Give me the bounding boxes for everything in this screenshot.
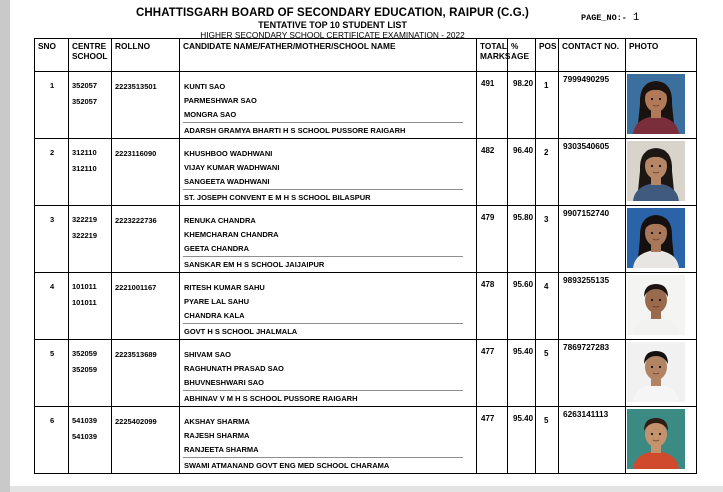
- father-name: PYARE LAL SAHU: [184, 297, 250, 306]
- centre-code: 541039: [72, 416, 98, 425]
- serial-number: 4: [50, 282, 55, 291]
- student-photo-female: [627, 208, 685, 268]
- cell-pos: [536, 340, 559, 407]
- board-title: CHHATTISGARH BOARD OF SECONDARY EDUCATION, RAIPUR (C.G.): [136, 7, 529, 19]
- cell-photo: [626, 206, 697, 273]
- cell-total: [477, 72, 508, 139]
- cell-centre: [69, 273, 112, 340]
- portrait-svg: [627, 342, 685, 402]
- total-marks: 482: [481, 146, 495, 155]
- cell-percent: [508, 72, 536, 139]
- school-divider: [183, 122, 463, 123]
- cell-photo: [626, 407, 697, 474]
- mother-name: BHUVNESHWARI SAO: [184, 378, 265, 387]
- portrait-svg: [627, 141, 685, 201]
- roll-number: 2223116090: [115, 149, 157, 158]
- serial-number: 2: [50, 148, 55, 157]
- col-centre-school: CENTRE SCHOOL: [69, 39, 112, 72]
- table-row: [35, 340, 697, 407]
- school-name: ST. JOSEPH CONVENT E M H S SCHOOL BILASPUR: [184, 193, 371, 202]
- total-marks: 479: [481, 213, 495, 222]
- cell-rollno: [112, 206, 180, 273]
- portrait-svg: [627, 74, 685, 134]
- cell-sno: [35, 72, 69, 139]
- total-marks: 477: [481, 347, 495, 356]
- cell-contact: [559, 340, 626, 407]
- serial-number: 3: [50, 215, 55, 224]
- cell-candidate: [180, 340, 477, 407]
- cell-percent: [508, 340, 536, 407]
- percentage: 95.40: [513, 347, 534, 356]
- percentage: 95.80: [513, 213, 534, 222]
- total-marks: 478: [481, 280, 495, 289]
- candidate-name: RITESH KUMAR SAHU: [184, 283, 265, 292]
- position: 5: [544, 416, 549, 425]
- school-name: GOVT H S SCHOOL JHALMALA: [184, 327, 298, 336]
- cell-rollno: [112, 340, 180, 407]
- mother-name: MONGRA SAO: [184, 110, 237, 119]
- cell-photo: [626, 273, 697, 340]
- contact-number: 9907152740: [563, 208, 610, 218]
- cell-percent: [508, 407, 536, 474]
- cell-total: [477, 139, 508, 206]
- school-name: SWAMI ATMANAND GOVT ENG MED SCHOOL CHARAMA: [184, 461, 390, 470]
- cell-rollno: [112, 273, 180, 340]
- cell-pos: [536, 139, 559, 206]
- cell-total: [477, 340, 508, 407]
- mother-name: RANJEETA SHARMA: [184, 445, 259, 454]
- school-divider: [183, 189, 463, 190]
- col-candidate: CANDIDATE NAME/FATHER/MOTHER/SCHOOL NAME: [180, 39, 477, 72]
- cell-centre: [69, 206, 112, 273]
- school-name: ADARSH GRAMYA BHARTI H S SCHOOL PUSSORE RAIGARH: [184, 126, 406, 135]
- table-row: [35, 72, 697, 139]
- col-photo: PHOTO: [626, 39, 697, 72]
- col-total-marks: TOTAL MARKS: [477, 39, 508, 72]
- table-row: [35, 139, 697, 206]
- cell-pos: [536, 273, 559, 340]
- table-row: [35, 206, 697, 273]
- cell-total: [477, 273, 508, 340]
- student-photo-male: [627, 275, 685, 335]
- cell-photo: [626, 139, 697, 206]
- contact-number: 7999490295: [563, 74, 610, 84]
- percentage: 95.60: [513, 280, 534, 289]
- cell-photo: [626, 340, 697, 407]
- school-code: 101011: [72, 298, 97, 307]
- candidate-name: AKSHAY SHARMA: [184, 417, 250, 426]
- mother-name: CHANDRA KALA: [184, 311, 245, 320]
- mother-name: SANGEETA WADHWANI: [184, 177, 270, 186]
- cell-candidate: [180, 72, 477, 139]
- position: 3: [544, 215, 549, 224]
- cell-contact: [559, 72, 626, 139]
- student-list-table: [34, 38, 697, 474]
- serial-number: 1: [50, 81, 55, 90]
- centre-code: 322219: [72, 215, 98, 224]
- school-code: 312110: [72, 164, 97, 173]
- centre-code: 352059: [72, 349, 98, 358]
- cell-candidate: [180, 407, 477, 474]
- col-sno: SNO: [35, 39, 69, 72]
- centre-code: 352057: [72, 81, 98, 90]
- left-edge-bar: [0, 0, 10, 492]
- father-name: PARMESHWAR SAO: [184, 96, 257, 105]
- school-code: 352059: [72, 365, 98, 374]
- cell-sno: [35, 206, 69, 273]
- cell-percent: [508, 139, 536, 206]
- school-divider: [183, 323, 463, 324]
- page-number: [581, 12, 640, 24]
- contact-number: 7869727283: [563, 342, 610, 352]
- cell-rollno: [112, 72, 180, 139]
- col-contact: CONTACT NO.: [559, 39, 626, 72]
- cell-candidate: [180, 273, 477, 340]
- cell-total: [477, 407, 508, 474]
- table-header-row: [35, 39, 697, 72]
- cell-centre: [69, 139, 112, 206]
- serial-number: 6: [50, 416, 55, 425]
- candidate-name: SHIVAM SAO: [184, 350, 231, 359]
- school-code: 322219: [72, 231, 98, 240]
- school-code: 541039: [72, 432, 98, 441]
- cell-candidate: [180, 206, 477, 273]
- roll-number: 2225402099: [115, 417, 157, 426]
- cell-contact: [559, 206, 626, 273]
- list-title: TENTATIVE TOP 10 STUDENT LIST: [258, 20, 407, 30]
- roll-number: 2223513501: [115, 82, 157, 91]
- cell-pos: [536, 206, 559, 273]
- cell-percent: [508, 206, 536, 273]
- cell-contact: [559, 273, 626, 340]
- contact-number: 9303540605: [563, 141, 610, 151]
- roll-number: 2223513689: [115, 350, 157, 359]
- cell-sno: [35, 407, 69, 474]
- position: 2: [544, 148, 549, 157]
- cell-total: [477, 206, 508, 273]
- cell-sno: [35, 273, 69, 340]
- cell-rollno: [112, 407, 180, 474]
- candidate-name: KUNTI SAO: [184, 82, 226, 91]
- centre-code: 101011: [72, 282, 97, 291]
- position: 1: [544, 81, 549, 90]
- candidate-name: KHUSHBOO WADHWANI: [184, 149, 273, 158]
- cell-pos: [536, 407, 559, 474]
- cell-candidate: [180, 139, 477, 206]
- candidate-name: RENUKA CHANDRA: [184, 216, 256, 225]
- school-divider: [183, 457, 463, 458]
- school-name: SANSKAR EM H S SCHOOL JAIJAIPUR: [184, 260, 325, 269]
- position: 4: [544, 282, 549, 291]
- col-rollno: ROLLNO: [112, 39, 180, 72]
- cell-centre: [69, 72, 112, 139]
- cell-sno: [35, 340, 69, 407]
- student-photo-female: [627, 74, 685, 134]
- father-name: RAJESH SHARMA: [184, 431, 250, 440]
- father-name: KHEMCHARAN CHANDRA: [184, 230, 279, 239]
- page-bottom-edge: [10, 486, 723, 492]
- percentage: 95.40: [513, 414, 534, 423]
- position: 5: [544, 349, 549, 358]
- total-marks: 477: [481, 414, 495, 423]
- cell-contact: [559, 407, 626, 474]
- roll-number: 2221001167: [115, 283, 157, 292]
- cell-sno: [35, 139, 69, 206]
- school-divider: [183, 256, 463, 257]
- centre-code: 312110: [72, 148, 97, 157]
- percentage: 96.40: [513, 146, 534, 155]
- percentage: 98.20: [513, 79, 534, 88]
- school-divider: [183, 390, 463, 391]
- total-marks: 491: [481, 79, 495, 88]
- school-code: 352057: [72, 97, 98, 106]
- contact-number: 9893255135: [563, 275, 610, 285]
- portrait-svg: [627, 275, 685, 335]
- table-row: [35, 407, 697, 474]
- cell-pos: [536, 72, 559, 139]
- cell-contact: [559, 139, 626, 206]
- page-number-label: PAGE_NO:-: [581, 13, 627, 23]
- page-number-value: 1: [632, 12, 640, 24]
- serial-number: 5: [50, 349, 55, 358]
- student-photo-male: [627, 409, 685, 469]
- cell-rollno: [112, 139, 180, 206]
- portrait-svg: [627, 208, 685, 268]
- contact-number: 6263141113: [563, 409, 609, 419]
- school-name: ABHINAV V M H S SCHOOL PUSSORE RAIGARH: [184, 394, 358, 403]
- mother-name: GEETA CHANDRA: [184, 244, 249, 253]
- cell-percent: [508, 273, 536, 340]
- student-photo-male: [627, 342, 685, 402]
- col-position: POS: [536, 39, 559, 72]
- document-header: [10, 0, 723, 40]
- cell-centre: [69, 407, 112, 474]
- portrait-svg: [627, 409, 685, 469]
- student-photo-female: [627, 141, 685, 201]
- table-row: [35, 273, 697, 340]
- father-name: VIJAY KUMAR WADHWANI: [184, 163, 280, 172]
- col-percentage: % AGE: [508, 39, 536, 72]
- exam-title: HIGHER SECONDARY SCHOOL CERTIFICATE EXAMINATION - 2022: [200, 29, 465, 40]
- cell-photo: [626, 72, 697, 139]
- cell-centre: [69, 340, 112, 407]
- father-name: RAGHUNATH PRASAD SAO: [184, 364, 284, 373]
- roll-number: 2223222736: [115, 216, 157, 225]
